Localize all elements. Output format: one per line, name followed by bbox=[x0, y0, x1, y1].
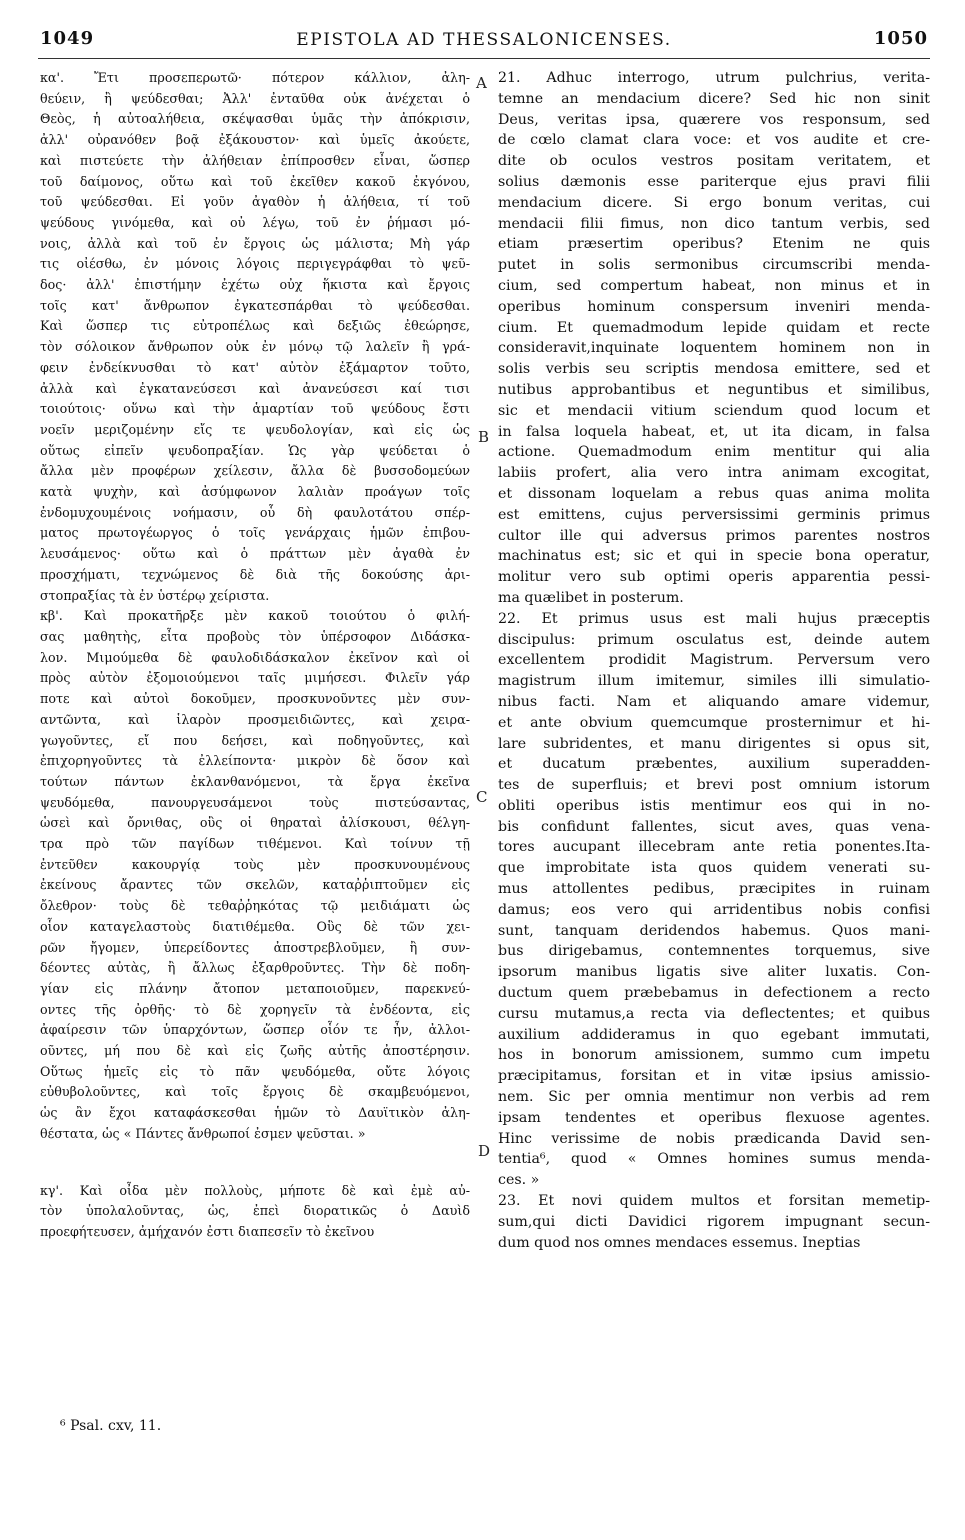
text-line: γίαν εἰς πλάνην ἄτοπον μεταποιοῦμεν, παρεκνεύ- bbox=[40, 980, 470, 996]
text-line: est emittens, cujus perversissimi germinis primus bbox=[498, 506, 930, 523]
text-line: ἐνδομυχουμένοις νοήμασιν, οὗ δὴ φαυλοτάτου σπέρ- bbox=[40, 504, 470, 520]
text-line: λον. Μιμούμεθα δὲ φαυλοδιδάσκαλον ἐκεῖνον καὶ οἱ bbox=[40, 649, 470, 665]
text-line: ὄλεθρον· τοὺς δὲ τεθαῤῥηκότας τῷ μειδιάματι ὡς bbox=[40, 898, 470, 914]
text-line: νοις, ἀλλὰ καὶ τοῦ ἐν ἔργοις ὡς μάλιστα; Μὴ γάρ bbox=[40, 235, 470, 251]
text-line: στοπραξίας τὰ ἐν ὑστέρῳ χείριστα. bbox=[40, 587, 270, 603]
text-line: hos in bonorum amissionem, summo cum impetu bbox=[498, 1047, 930, 1064]
margin-marker-b: B bbox=[478, 428, 490, 446]
text-line: 21. Adhuc interrogo, utrum pulchrius, verita- bbox=[498, 70, 930, 86]
text-line: cium. Et quemadmodum lepide quidam et recte bbox=[498, 319, 930, 336]
text-line: putet in solis sermonibus circumscribi menda- bbox=[498, 257, 930, 274]
text-line: ma quælibet in posterum. bbox=[498, 589, 684, 606]
text-line: nem. Sic per omnia mentimur non verbis ad rem bbox=[498, 1089, 930, 1106]
text-line: solius dæmonis esse pariterque ejus pravi filii bbox=[498, 173, 930, 190]
text-line: δέοντες αὐτὰς, ἢ ἄλλως ἐξαρθροῦντες. Τὴν δὲ ποδη- bbox=[40, 960, 470, 976]
text-line: εὐθυβολοῦντες, καὶ τοῖς ἔργοις δὲ σκαμβευόμενοι, bbox=[40, 1084, 470, 1100]
text-line: de cœlo clamat clara voce: et vos audite et cre- bbox=[498, 132, 930, 149]
text-line: καὶ πιστεύετε τὴν ἀλήθειαν ἐπίπροσθεν εἶναι, ὥσπερ bbox=[40, 152, 470, 168]
text-line: actione. Quemadmodum enim mentitur qui alia bbox=[498, 444, 930, 461]
text-line: tentia⁶, quod « Omnes homines sumus menda- bbox=[498, 1151, 930, 1168]
text-line: mendacii filii fimus, non dico tantum verbis, sed bbox=[498, 215, 930, 232]
text-line: τοῦ δαίμονος, οὕτω καὶ τοῦ ἐκεῖθεν κακοῦ ἐκγόνου, bbox=[40, 173, 470, 189]
text-line: θέστατα, ὡς « Πάντες ἄνθρωποί ἐσμεν ψεῦσται. » bbox=[40, 1125, 366, 1141]
text-line: ἐντεῦθεν κακουργίᾳ τοὺς μὲν προσκυνουμένους bbox=[40, 856, 470, 872]
text-line: et ducatum præbentes, auxilium superadden- bbox=[498, 756, 930, 773]
text-line: τοῖς κατ' ἄνθρωπον ἐγκατεσπάρθαι τὸ ψεύδεσθαι. bbox=[40, 297, 470, 313]
text-line: Οὕτως ἡμεῖς εἰς τὸ πᾶν ψευδόμεθα, οὔτε λόγοις bbox=[40, 1063, 470, 1079]
text-line: machinatus est; sic et qui in specie bona operatur, bbox=[498, 548, 930, 565]
text-line: ψεύδους γινόμεθα, καὶ οὐ λέγω, τοῦ ἐν ῥήμασι μό- bbox=[40, 214, 470, 230]
text-line: κατὰ ψυχὴν, καὶ ἀσύμφωνον λαλιὰν προάγων τοῖς bbox=[40, 484, 470, 500]
text-line: tores aucupant illecebram ante retia ponentes.Ita- bbox=[498, 839, 930, 856]
text-line: magistrum illum imitemur, similes illi simulatio- bbox=[498, 673, 930, 690]
text-line: solis verbis seu scriptis mendosa emittere, sed et bbox=[498, 361, 930, 378]
text-line: τοιούτοις· οὕνω καὶ τὴν ἁμαρτίαν τοῦ ψεύδους ἔστι bbox=[40, 401, 470, 417]
text-line: 23. Et novi quidem multos et forsitan memetip- bbox=[498, 1193, 930, 1210]
text-line: consideravit,inquinate loquentem hominem non in bbox=[498, 340, 930, 357]
text-line: τούτων πάντων ἐκλανθανόμενοι, τὰ ἔργα ἐκεῖνα bbox=[40, 773, 470, 789]
text-line: discipulus: primum osculatus est, deinde autem bbox=[498, 631, 930, 648]
text-line: ces. » bbox=[498, 1172, 540, 1189]
text-line: lare subridentes, et manu dirigentes si opus sit, bbox=[498, 735, 930, 752]
text-line: τὸν σόλοικον ἄνθρωπον οὐκ ἐν μόνῳ τῷ λαλεῖν ἢ γρά- bbox=[40, 339, 470, 355]
text-line: que improbitate ista quos quidem venerati su- bbox=[498, 860, 930, 877]
text-line: excellentem prodidit Magistrum. Perversum vero bbox=[498, 652, 930, 669]
text-line: sunt, tanquam deridendos habemus. Quos mani- bbox=[498, 922, 930, 939]
text-line: dite ob oculos vestros positam veritatem, et bbox=[498, 153, 930, 170]
text-line: 22. Et primus usus est mali hujus præceptis bbox=[498, 610, 930, 627]
text-line: σας μαθητὴς, εἶτα προβοὺς τὸν ὑπέρσοφον Διδάσκα- bbox=[40, 628, 470, 644]
text-line: ipsorum manibus ligatis sive aliter luxatis. Con- bbox=[498, 964, 930, 981]
text-line: molitur vero sub optimi operis apparentia pessi- bbox=[498, 569, 930, 586]
text-line: dum quod nos omnes mendaces essemus. Ineptias bbox=[498, 1234, 861, 1251]
text-line: δος· ἀλλ' ἐπιστήμην ἐχέτω οὐχ ἥκιστα καὶ ἔργοις bbox=[40, 277, 470, 293]
text-line: ipsam tendentes et operibus flexuose agentes. bbox=[498, 1109, 930, 1126]
text-line: Θεὸς, ἡ αὐτοαλήθεια, σκέψασθαι ὑμᾶς τὴν ἀπόκρισιν, bbox=[40, 111, 470, 127]
running-header bbox=[40, 28, 928, 54]
text-line: Καὶ ὥσπερ τις εὐτροπέλως καὶ δεξιῶς ἐθεώρησε, bbox=[40, 318, 470, 334]
header-rule bbox=[38, 58, 930, 59]
text-line: bus dirigebamus, contemnentes torquemus, sive bbox=[498, 943, 930, 960]
text-line: προεφήτευσεν, ἀμήχανόν ἐστι διαπεσεῖν τὸ ἐκεῖνου bbox=[40, 1223, 375, 1239]
page-number-left: 1049 bbox=[40, 28, 95, 49]
text-line: τις οἰέσθω, ἐν μόνοις λόγοις περιγεγράφθαι τὸ ψεῦ- bbox=[40, 256, 470, 272]
text-line: ποτε καὶ αὐτοὶ δοκοῦμεν, προσκυνοῦντες μὲν συν- bbox=[40, 691, 470, 707]
text-line: Deus, veritas ipsa, quærere vos responsum, sed bbox=[498, 111, 930, 128]
text-line: obliti operibus istis mentimur eos qui in no- bbox=[498, 797, 930, 814]
text-line: ρῶν ἤγομεν, ὑπερείδοντες ἀποστρεβλοῦμεν, ἢ συν- bbox=[40, 939, 470, 955]
text-line: sic et mendacii vitium sciendum quod locum et bbox=[498, 402, 930, 419]
text-line: etiam præsertim operibus? Etenim ne quis bbox=[498, 236, 930, 253]
text-line: tes de superfluis; et brevi post omnium istorum bbox=[498, 777, 930, 794]
text-line: cultor ille qui adversus primos parentes nostros bbox=[498, 527, 930, 544]
text-line: νοεῖν μεριζομένην εἴς τε ψευδολογίαν, καὶ εἰς ὡς bbox=[40, 421, 470, 437]
text-line: τὸν ὑπολαλοῦντας, ὡς, ἐπεὶ διορατικῶς ὁ Δαυὶδ bbox=[40, 1203, 470, 1219]
text-line: κβ'. Καὶ προκατῆρξε μὲν κακοῦ τοιούτου ὁ φιλή- bbox=[40, 608, 470, 624]
margin-marker-a: A bbox=[476, 74, 487, 92]
text-line: temne an mendacium dicere? Sed hic non sinit bbox=[498, 90, 930, 107]
text-line: labiis profert, alia vero intra animam excogitat, bbox=[498, 465, 930, 482]
text-line: mus attollentes pedibus, præcipites in ruinam bbox=[498, 881, 930, 898]
text-line: κγ'. Καὶ οἶδα μὲν πολλοὺς, μήποτε δὲ καὶ ἐμὲ αὐ- bbox=[40, 1182, 470, 1198]
text-line: κα'. Ἔτι προσεπερωτῶ· πότερον κάλλιον, ἀλη- bbox=[40, 70, 470, 85]
text-line: damus; eos vero qui arridentibus nobis confisi bbox=[498, 901, 930, 918]
text-line: sum,qui dicti Davidici rigorem impugnant secun- bbox=[498, 1213, 930, 1230]
text-line: ψευδόμεθα, πανουργευσάμενοι τοὺς πιστεύσαντας, bbox=[40, 794, 470, 810]
text-line: τοῦ ψεύδεσθαι. Εἰ γοῦν ἀγαθὸν ἡ ἀλήθεια, τί τοῦ bbox=[40, 194, 470, 210]
text-line: οὕτως εἰπεῖν ψευδοπραξίαν. Ὡς γὰρ ψεύδεται ὁ bbox=[40, 442, 470, 458]
text-line: auxilium addideramus in quo egebant immutati, bbox=[498, 1026, 930, 1043]
text-line: cursu mutamus,a recta via deflectentes; et quibus bbox=[498, 1005, 930, 1022]
text-line: cium, sed compertum habeat, non minus et in bbox=[498, 277, 930, 294]
text-line: ὡς ἂν ἔχοι καταφάσκεσθαι ἡμῶν τὸ Δαυϊτικὸν ἀλη- bbox=[40, 1105, 470, 1121]
margin-marker-c: C bbox=[476, 788, 488, 806]
text-line: αντῶντα, καὶ ἱλαρὸν προσμειδιῶντες, καὶ χειρα- bbox=[40, 711, 470, 727]
text-line: et ante obvium quemcumque prosternimur et hi- bbox=[498, 714, 930, 731]
text-line: οἷον καταγελαστοὺς διατιθέμεθα. Οὓς δὲ τῶν χει- bbox=[40, 918, 470, 934]
text-line: ματος πρωτογέωργος ὁ τοῖς γενάρχαις ἡμῶν ἐπιβου- bbox=[40, 525, 470, 541]
page-number-right: 1050 bbox=[873, 28, 928, 49]
text-line: præcipitamus, forsitan et in vitæ ipsius amissio- bbox=[498, 1068, 930, 1085]
text-line: προσχήματι, τεχνώμενος δὲ διὰ τῆς δοκούσης ἀρι- bbox=[40, 566, 470, 582]
text-line: φειν ἐνδείκνυσθαι τὸ κατ' αὐτὸν ἐξάμαρτον τοῦτο, bbox=[40, 359, 470, 375]
text-line: Hinc verissime de nobis prædicanda David sen- bbox=[498, 1130, 930, 1147]
text-line: operibus hominum conspersum inveniri menda- bbox=[498, 298, 930, 315]
text-line: οντες τῆς ὀρθῆς· τὸ δὲ χορηγεῖν τὰ ἐνδέοντα, εἰς bbox=[40, 1001, 470, 1017]
text-line: ἐπιχορηγοῦντες τὰ ἐλλείποντα· μικρὸν δὲ ὅσον καὶ bbox=[40, 753, 470, 769]
text-line: οῦντες, μή που δὲ καὶ εἰς ζωῆς αὐτῆς ἀποστέρησιν. bbox=[40, 1043, 470, 1059]
text-line: γωγοῦντες, εἴ που δεήσει, καὶ ποδηγοῦντες, καὶ bbox=[40, 732, 470, 748]
text-line: ἄλλα μὲν προφέρων χείλεσιν, ἄλλα δὲ βυσσοδομεύων bbox=[40, 463, 470, 479]
text-line: bis confidunt fallentes, sicut aves, quas vena- bbox=[498, 818, 930, 835]
latin-column bbox=[498, 68, 930, 1253]
text-line: et dissonam loquelam a rebus quas anima molita bbox=[498, 485, 930, 502]
margin-marker-d: D bbox=[478, 1142, 491, 1160]
text-line: in falsa loquela habeat, et, ut ita dicam, in falsa bbox=[498, 423, 930, 440]
text-line: ductum quem præbebamus in defectionem a recto bbox=[498, 985, 930, 1002]
text-line: nutibus approbantibus et neguntibus et similibus, bbox=[498, 381, 930, 398]
text-line: ἐκείνους ἄραντες τῶν σκελῶν, καταῤῥιπτοῦμεν εἰς bbox=[40, 877, 470, 893]
text-line: mendacium dicere. Si ergo bonum veritas, cui bbox=[498, 194, 930, 211]
text-line: τρα πρὸ τῶν παγίδων τιθέμενοι. Καὶ τοίνυν τῇ bbox=[40, 836, 470, 852]
text-line: λευσάμενος· οὕτω καὶ ὁ πράττων μὲν ἀγαθὰ ἐν bbox=[40, 546, 470, 562]
text-line: θεύειν, ἢ ψεύδεσθαι; Ἀλλ' ἐνταῦθα οὐκ ἀνέχεται ὁ bbox=[40, 90, 470, 106]
greek-column bbox=[40, 68, 470, 1243]
text-line: ἀλλ' οὐρανόθεν βοᾷ ἐξάκουστον· καὶ ὑμεῖς ἀκούετε, bbox=[40, 132, 470, 148]
running-title: EPISTOLA AD THESSALONICENSES. bbox=[296, 30, 672, 50]
text-line: nibus facti. Nam et aliquando amare videmur, bbox=[498, 693, 930, 710]
text-line: ἀλλὰ καὶ ἐγκατανεύσεσι καὶ ἀνανεύσεσι καί τισι bbox=[40, 380, 470, 396]
text-line: ὡσεὶ καὶ ὄρνιθας, οὓς οἱ θηραταὶ ἀλίσκουσι, θέλγη- bbox=[40, 815, 470, 831]
footnote: ⁶ Psal. cxv, 11. bbox=[60, 1418, 162, 1434]
text-line: ἀφαίρεσιν τῶν ὑπαρχόντων, ὥσπερ οἷόν τε ἦν, ἀλλοι- bbox=[40, 1022, 470, 1038]
text-line: πρὸς αὐτὸν ἐξομοιούμενοι ταῖς μιμήσεσι. Φιλεῖν γάρ bbox=[40, 670, 470, 686]
